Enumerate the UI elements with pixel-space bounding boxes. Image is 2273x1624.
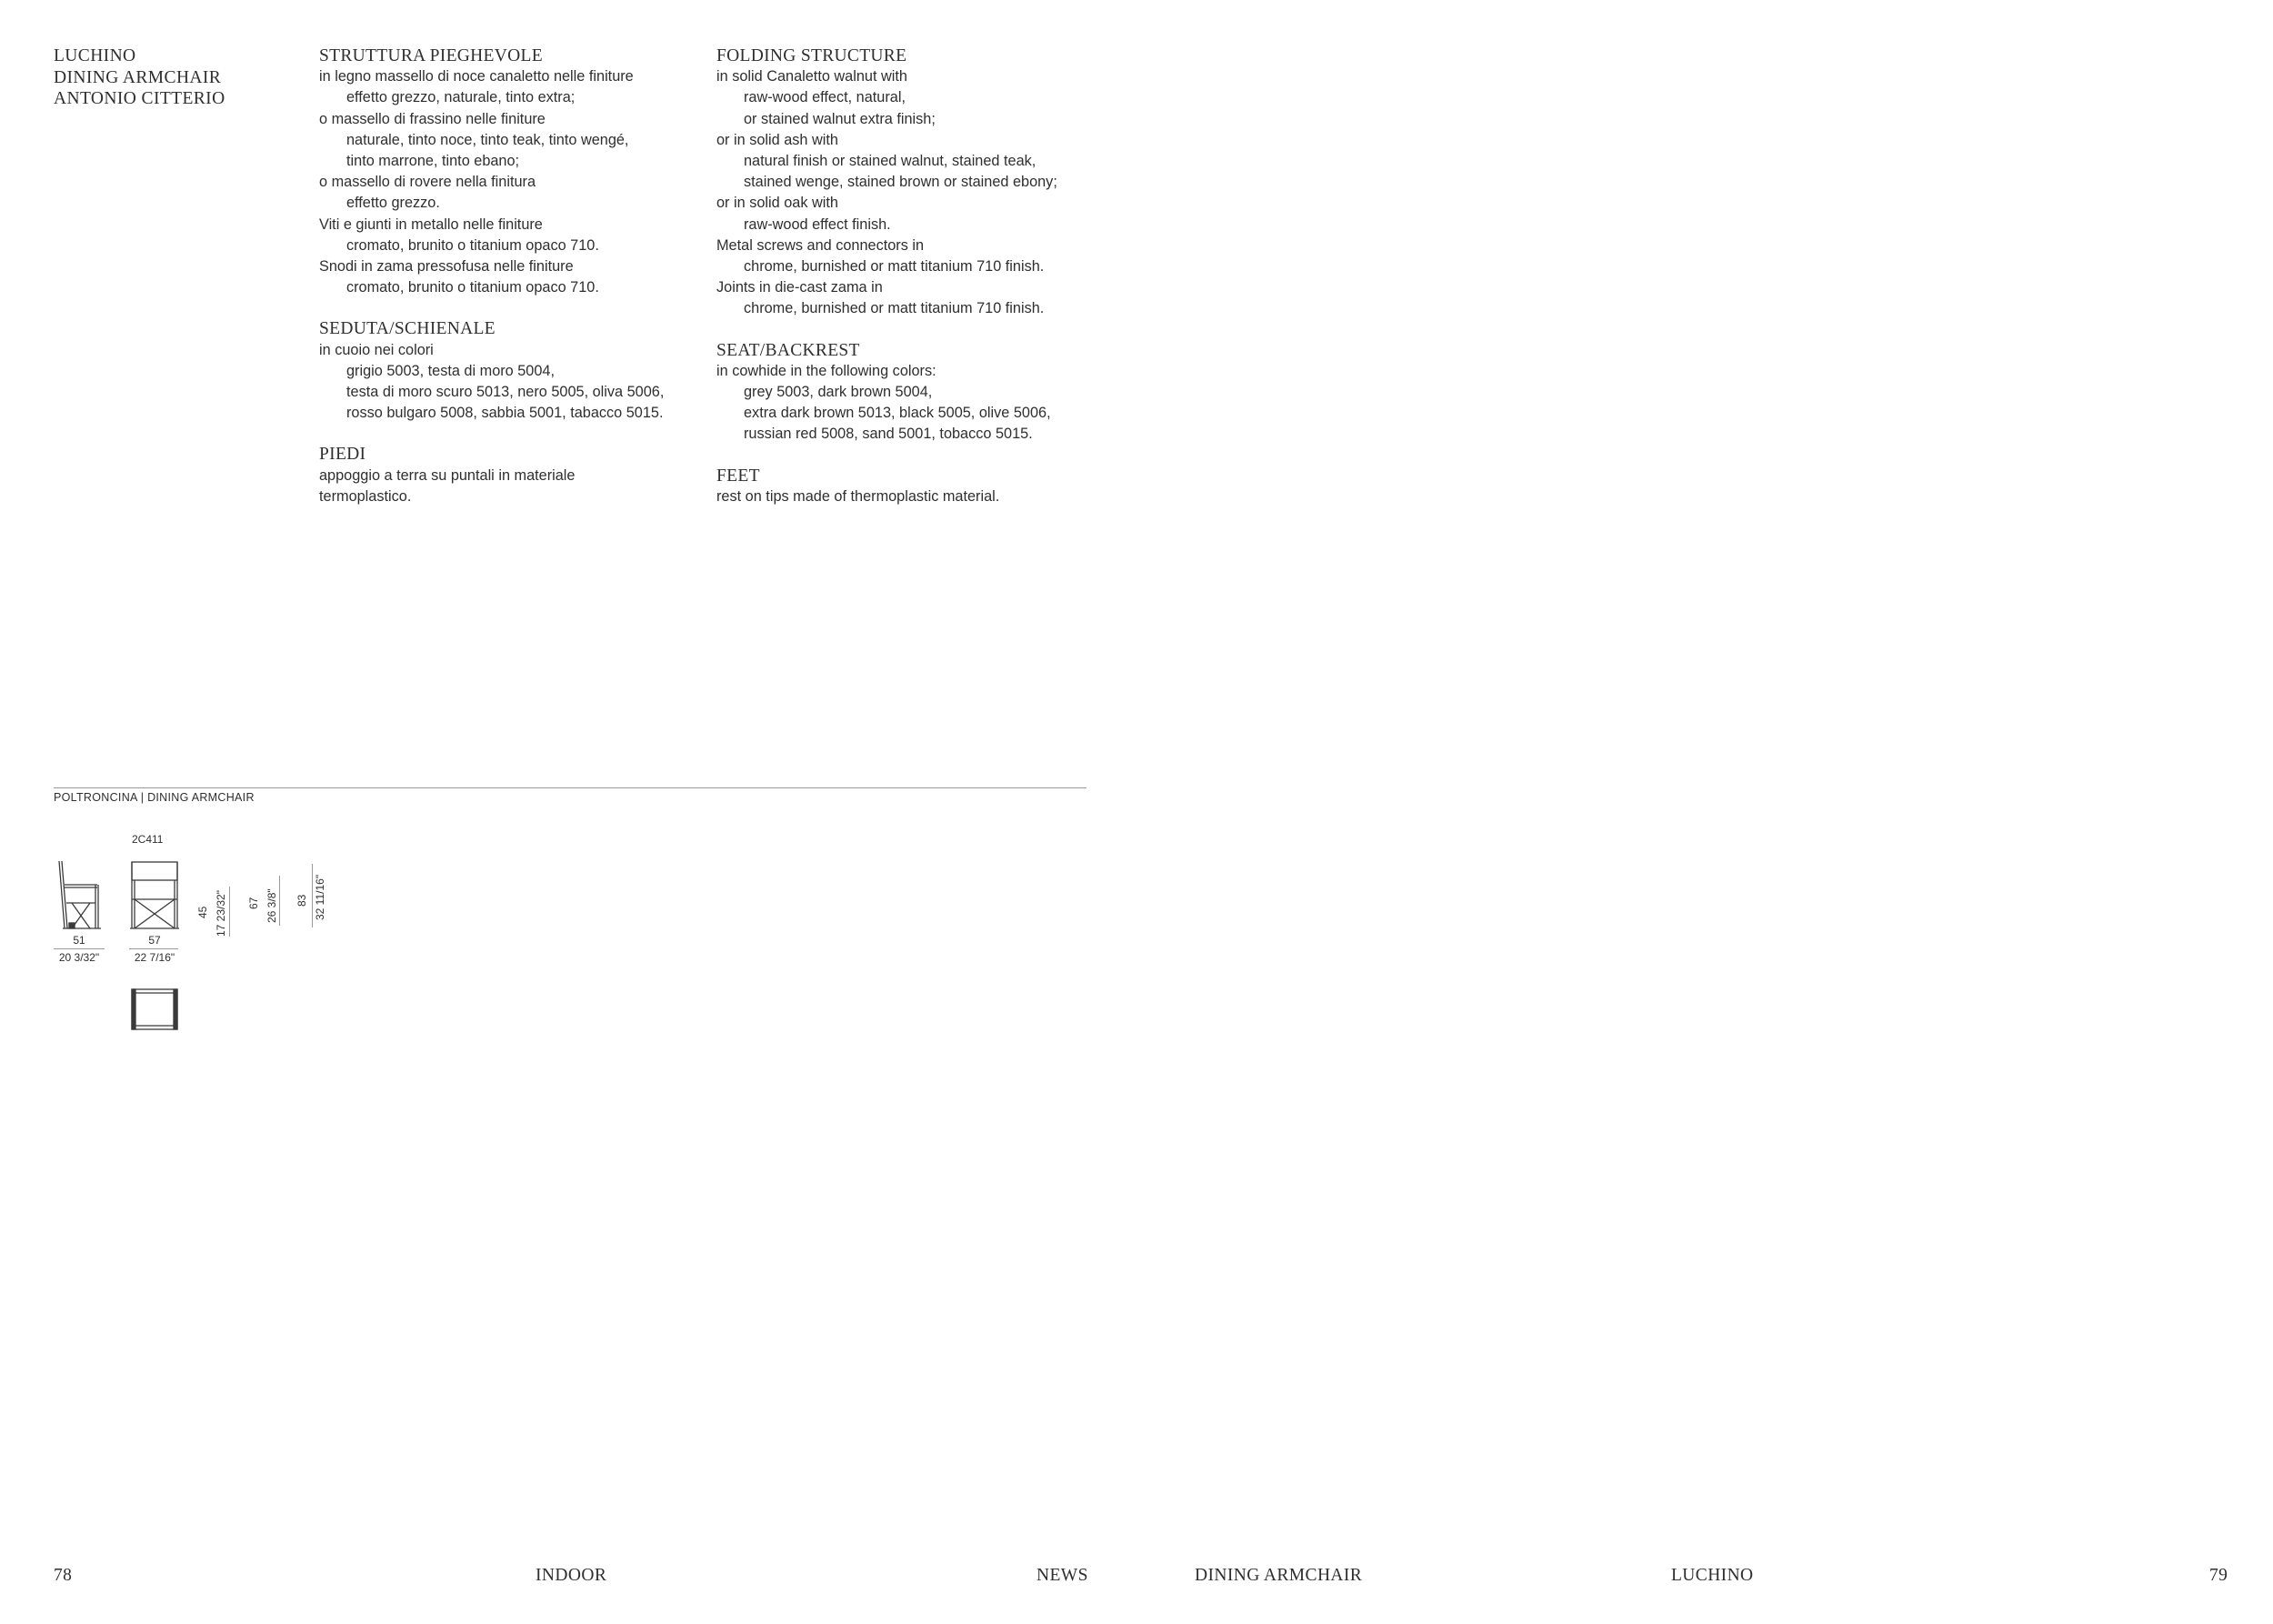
arm-height-rule bbox=[279, 876, 280, 926]
seat-height-in: 17 23/32" bbox=[215, 890, 227, 937]
total-height-rule bbox=[312, 864, 313, 927]
spec-line: raw-wood effect finish. bbox=[744, 216, 891, 233]
section-divider bbox=[54, 787, 1086, 788]
side-width-in: 20 3/32" bbox=[58, 951, 100, 964]
spec-line: grey 5003, dark brown 5004, bbox=[744, 384, 933, 401]
italian-specs-column bbox=[319, 45, 710, 527]
side-view-drawing bbox=[54, 859, 108, 932]
spec-line: effetto grezzo, naturale, tinto extra; bbox=[346, 89, 576, 106]
spec-line: natural finish or stained walnut, stained teak, bbox=[744, 153, 1036, 170]
spec-section bbox=[319, 318, 710, 424]
front-width-rule bbox=[129, 948, 178, 949]
spec-section bbox=[319, 444, 710, 507]
spec-line: or in solid oak with bbox=[716, 195, 838, 212]
product-type: DINING ARMCHAIR bbox=[54, 67, 222, 87]
spec-section-heading: SEAT/BACKREST bbox=[716, 340, 860, 360]
spec-line: rest on tips made of thermoplastic material. bbox=[716, 487, 1000, 505]
right-page-number: 79 bbox=[2209, 1566, 2228, 1585]
spec-line: o massello di rovere nella finitura bbox=[319, 174, 536, 191]
left-section-label: INDOOR bbox=[536, 1566, 607, 1585]
spec-line: testa di moro scuro 5013, nero 5005, oliva 5006, bbox=[346, 384, 665, 401]
side-width-rule bbox=[54, 948, 105, 949]
english-specs-column bbox=[716, 45, 1107, 527]
side-width-cm: 51 bbox=[73, 934, 85, 947]
designer-name: ANTONIO CITTERIO bbox=[54, 89, 225, 108]
spec-line: in solid Canaletto walnut with bbox=[716, 68, 907, 85]
spec-line: Viti e giunti in metallo nelle finiture bbox=[319, 216, 543, 233]
spec-section-heading: PIEDI bbox=[319, 445, 366, 465]
spec-line: grigio 5003, testa di moro 5004, bbox=[346, 362, 555, 379]
spec-line: chrome, burnished or matt titanium 710 finish. bbox=[744, 258, 1045, 276]
front-width-in: 22 7/16" bbox=[134, 951, 175, 964]
spec-line: o massello di frassino nelle finiture bbox=[319, 110, 546, 127]
spec-line: Metal screws and connectors in bbox=[716, 236, 925, 254]
spec-line: in cuoio nei colori bbox=[319, 341, 434, 358]
spec-line: cromato, brunito o titanium opaco 710. bbox=[346, 236, 599, 254]
spec-line: termoplastico. bbox=[319, 487, 412, 505]
spec-section bbox=[319, 45, 710, 298]
spec-section-heading: FOLDING STRUCTURE bbox=[716, 46, 907, 65]
spec-section-heading: SEDUTA/SCHIENALE bbox=[319, 319, 496, 339]
total-height-cm: 83 bbox=[295, 894, 308, 907]
front-view-drawing bbox=[129, 859, 180, 932]
spec-line: rosso bulgaro 5008, sabbia 5001, tabacco 5015. bbox=[346, 405, 664, 422]
left-category-label: NEWS bbox=[1036, 1566, 1088, 1585]
spec-line: tinto marrone, tinto ebano; bbox=[346, 153, 520, 170]
spec-line: in cowhide in the following colors: bbox=[716, 362, 936, 379]
dimensions-title: POLTRONCINA | DINING ARMCHAIR bbox=[54, 791, 255, 804]
product-title-block bbox=[54, 45, 225, 110]
front-width-cm: 57 bbox=[148, 934, 161, 947]
right-product-label: LUCHINO bbox=[1671, 1566, 1754, 1585]
top-view-drawing bbox=[129, 987, 180, 1032]
spec-section-heading: STRUTTURA PIEGHEVOLE bbox=[319, 46, 543, 65]
product-code: 2C411 bbox=[132, 833, 164, 846]
spec-line: or in solid ash with bbox=[716, 131, 838, 148]
arm-height-cm: 67 bbox=[247, 897, 260, 909]
right-category-label: DINING ARMCHAIR bbox=[1195, 1566, 1363, 1585]
left-page-number: 78 bbox=[54, 1566, 73, 1585]
spec-section bbox=[716, 466, 1107, 507]
total-height-in: 32 11/16" bbox=[314, 874, 326, 920]
arm-height-in: 26 3/8" bbox=[265, 888, 278, 923]
spec-line: appoggio a terra su puntali in materiale bbox=[319, 466, 576, 484]
spec-line: effetto grezzo. bbox=[346, 195, 440, 212]
seat-height-rule bbox=[229, 887, 230, 937]
spec-line: Snodi in zama pressofusa nelle finiture bbox=[319, 258, 574, 276]
spec-line: raw-wood effect, natural, bbox=[744, 89, 906, 106]
seat-height-cm: 45 bbox=[196, 906, 209, 918]
spec-section bbox=[716, 340, 1107, 446]
product-name: LUCHINO bbox=[54, 46, 136, 65]
spec-line: chrome, burnished or matt titanium 710 finish. bbox=[744, 300, 1045, 317]
spec-line: cromato, brunito o titanium opaco 710. bbox=[346, 279, 599, 296]
spec-section bbox=[716, 45, 1107, 320]
spec-line: in legno massello di noce canaletto nelle finiture bbox=[319, 68, 634, 85]
spec-line: stained wenge, stained brown or stained ebony; bbox=[744, 174, 1057, 191]
spec-line: or stained walnut extra finish; bbox=[744, 110, 936, 127]
spec-line: Joints in die-cast zama in bbox=[716, 279, 883, 296]
spec-line: extra dark brown 5013, black 5005, olive 5006, bbox=[744, 405, 1051, 422]
spec-line: russian red 5008, sand 5001, tobacco 5015. bbox=[744, 426, 1033, 443]
spec-section-heading: FEET bbox=[716, 466, 760, 486]
spec-line: naturale, tinto noce, tinto teak, tinto wengé, bbox=[346, 131, 629, 148]
